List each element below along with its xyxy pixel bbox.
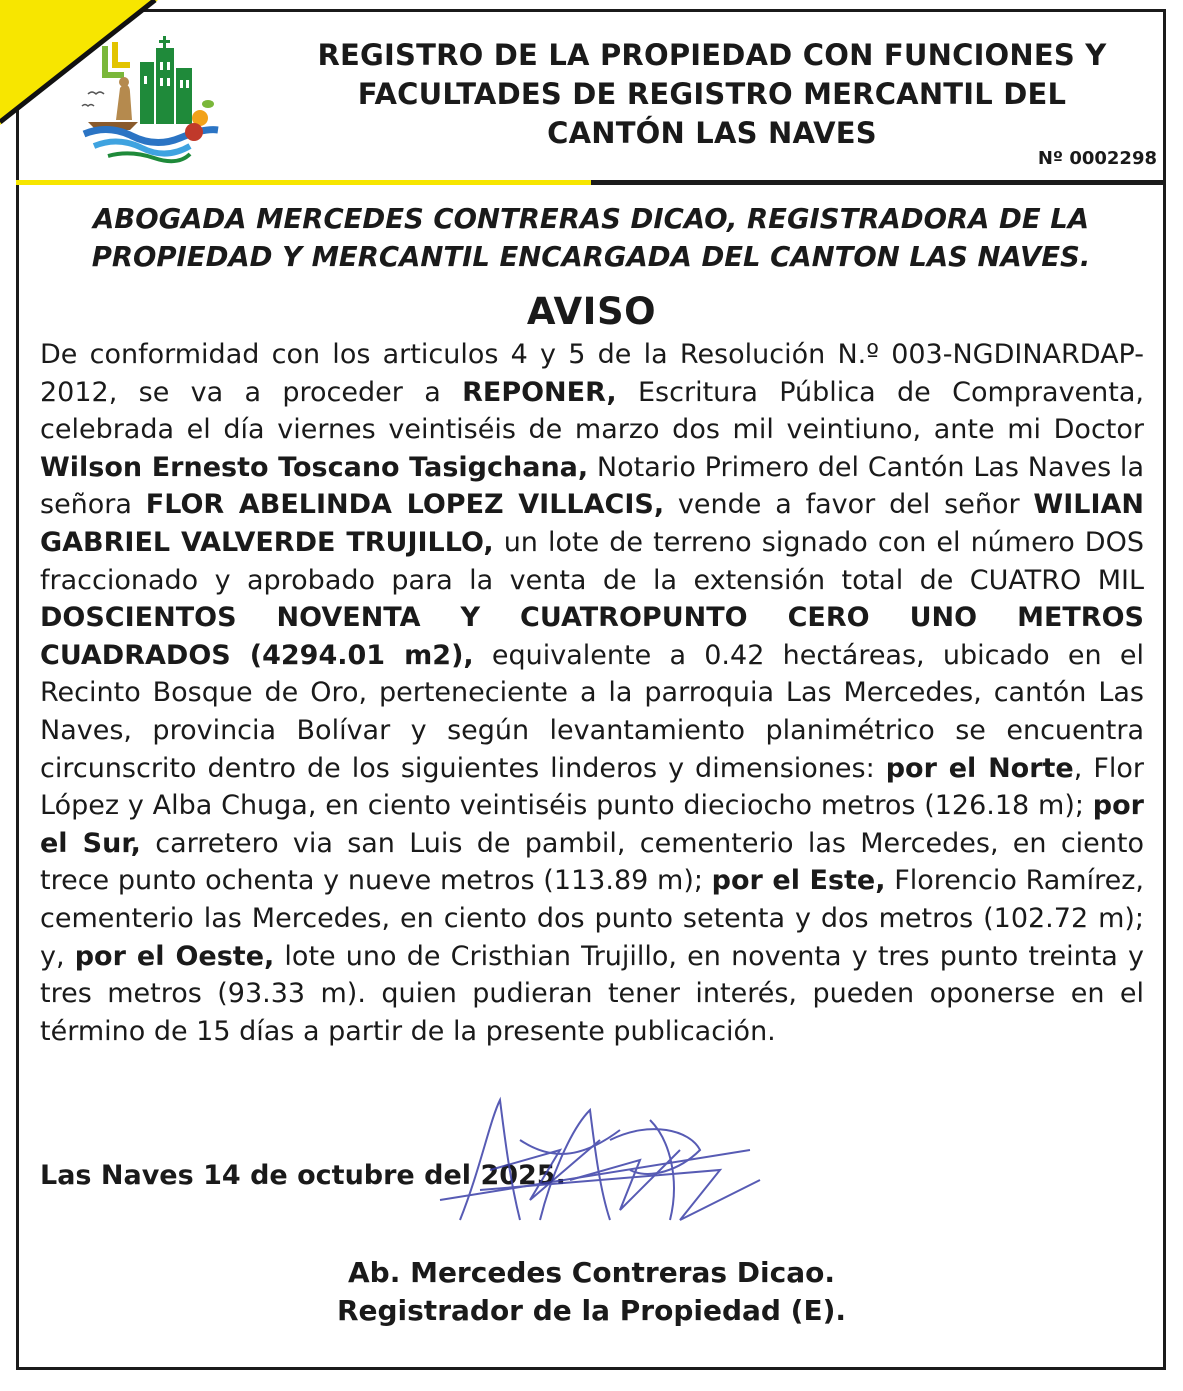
signatory-role: Registrador de la Propiedad (E). xyxy=(336,1294,847,1327)
corner-ribbon xyxy=(0,0,160,130)
body-text: vende a favor del señor xyxy=(664,489,1034,521)
registrar-heading xyxy=(32,200,1150,276)
body-text: lote uno de Cristhian Trujillo, en noventa y tres punto treinta y tres metros (93.33 m). quien pudieran tener interés, pueden oponerse en el término de 15 días a partir de la presente publicación. xyxy=(40,940,1144,1047)
divider-black xyxy=(591,180,1166,185)
body-text: Notario Primero del Cantón Las Naves la señora xyxy=(40,451,1144,521)
registry-title-line1: REGISTRO DE LA PROPIEDAD CON FUNCIONES Y xyxy=(317,38,1107,72)
registry-title-line2: FACULTADES DE REGISTRO MERCANTIL DEL xyxy=(357,77,1067,111)
body-text: un lote de terreno signado con el número DOS fraccionado y aprobado para la venta de la extensión total de CUATRO MIL xyxy=(40,526,1144,596)
seller-name: FLOR ABELINDA LOPEZ VILLACIS, xyxy=(145,489,665,521)
area-text: DOSCIENTOS NOVENTA Y CUATROPUNTO CERO UNO METROS CUADRADOS (4294.01 m2), xyxy=(40,602,1144,671)
boundary-north: por el Norte xyxy=(885,752,1074,784)
notary-name: Wilson Ernesto Toscano Tasigchana, xyxy=(40,451,589,483)
body-text: , Flor López y Alba Chuga, en ciento veintiséis punto dieciocho metros (126.18 m); xyxy=(40,752,1144,822)
notice-date: Las Naves 14 de octubre del 2025. xyxy=(40,1160,566,1191)
notice-number: Nº 0002298 xyxy=(1037,148,1157,169)
body-text: Florencio Ramírez, cementerio las Mercedes, en ciento dos punto setenta y dos metros (102.72 m); y, xyxy=(40,865,1144,972)
body-bold: REPONER, xyxy=(462,376,617,408)
buyer-name: WILIAN GABRIEL VALVERDE TRUJILLO, xyxy=(40,489,1144,558)
body-text: equivalente a 0.42 hectáreas, ubicado en el Recinto Bosque de Oro, perteneciente a la parroquia Las Mercedes, cantón Las Naves, provincia Bolívar y según levantamiento planimétrico se encuentra circunscrito dentro de los siguientes linderos y dimensiones: xyxy=(40,639,1144,784)
registry-title xyxy=(256,36,1168,153)
body-text: carretero via san Luis de pambil, cementerio las Mercedes, en ciento trece punto ochenta y nueve metros (113.89 m); xyxy=(40,827,1144,897)
notice-title: AVISO xyxy=(526,290,657,333)
handwritten-signature xyxy=(420,1080,780,1240)
boundary-south: por el Sur, xyxy=(40,790,1144,859)
boundary-west: por el Oeste, xyxy=(74,940,275,972)
divider-yellow xyxy=(16,180,591,185)
boundary-east: por el Este, xyxy=(711,865,886,897)
signatory-name: Ab. Mercedes Contreras Dicao. xyxy=(347,1256,836,1289)
notice-body xyxy=(40,336,1144,1050)
registry-title-line3: CANTÓN LAS NAVES xyxy=(547,116,877,150)
registrar-heading-line1: ABOGADA MERCEDES CONTRERAS DICAO, REGISTRADORA DE LA xyxy=(92,203,1090,235)
body-text: De conformidad con los articulos 4 y 5 de la Resolución N.º 003-NGDINARDAP-2012, se va a proceder a xyxy=(40,339,1144,408)
registrar-heading-line2: PROPIEDAD Y MERCANTIL ENCARGADA DEL CANTON LAS NAVES. xyxy=(91,241,1091,273)
body-text: Escritura Pública de Compraventa, celebrada el día viernes veintiséis de marzo dos mil veintiuno, ante mi Doctor xyxy=(40,376,1144,446)
